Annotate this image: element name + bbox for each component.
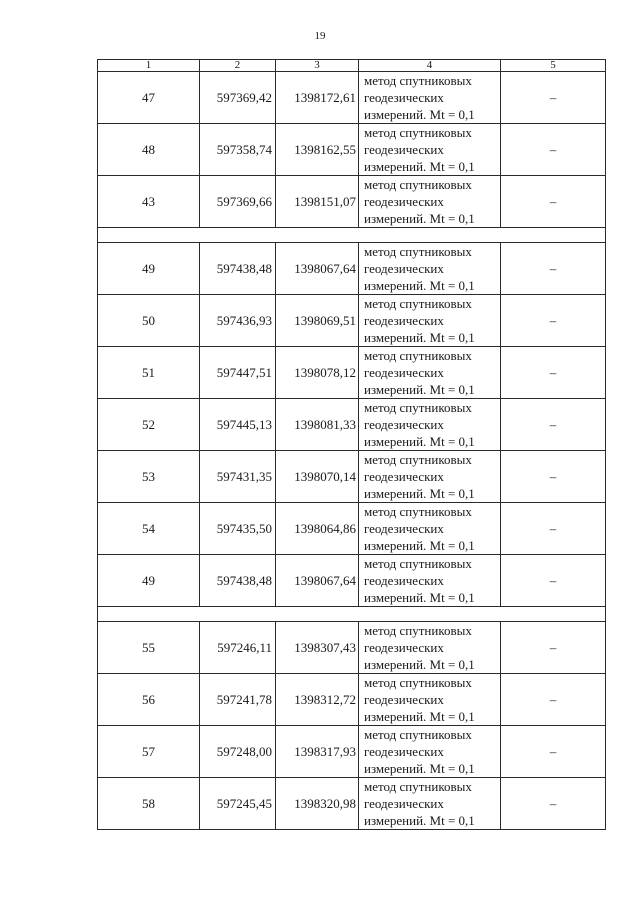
method-text-line: измерений. Mt = 0,1: [364, 330, 475, 345]
header-cell-4: 4: [359, 60, 501, 72]
y-coordinate-cell: 1398081,33: [276, 399, 359, 451]
point-number-cell: 49: [98, 243, 200, 295]
method-text-line: измерений. Mt = 0,1: [364, 590, 475, 605]
table-row: [98, 451, 606, 503]
table-row: [98, 295, 606, 347]
description-cell: –: [501, 176, 606, 228]
table-row: [98, 555, 606, 607]
description-cell: –: [501, 124, 606, 176]
x-coordinate-cell: 597431,35: [200, 451, 276, 503]
point-number-cell: 53: [98, 451, 200, 503]
method-cell: [359, 778, 501, 830]
description-cell: –: [501, 72, 606, 124]
method-text-line: метод спутниковых: [364, 779, 472, 794]
table-row: [98, 778, 606, 830]
method-text-line: геодезических: [364, 521, 444, 536]
method-cell: [359, 451, 501, 503]
table-row: [98, 726, 606, 778]
method-text-line: измерений. Mt = 0,1: [364, 107, 475, 122]
table-row: [98, 124, 606, 176]
y-coordinate-cell: 1398312,72: [276, 674, 359, 726]
method-text-line: геодезических: [364, 194, 444, 209]
y-coordinate-cell: 1398067,64: [276, 243, 359, 295]
method-text-line: метод спутниковых: [364, 125, 472, 140]
group-separator-cell: [98, 607, 606, 622]
method-text-line: метод спутниковых: [364, 244, 472, 259]
table-row: [98, 622, 606, 674]
description-cell: –: [501, 243, 606, 295]
point-number-cell: 47: [98, 72, 200, 124]
x-coordinate-cell: 597245,45: [200, 778, 276, 830]
table-row: [98, 674, 606, 726]
point-number-cell: 50: [98, 295, 200, 347]
method-text-line: метод спутниковых: [364, 504, 472, 519]
group-separator-row: [98, 228, 606, 243]
point-number-cell: 51: [98, 347, 200, 399]
description-cell: –: [501, 295, 606, 347]
description-cell: –: [501, 555, 606, 607]
method-text-line: геодезических: [364, 417, 444, 432]
group-separator-row: [98, 607, 606, 622]
method-text-line: геодезических: [364, 692, 444, 707]
description-cell: –: [501, 622, 606, 674]
method-text-line: измерений. Mt = 0,1: [364, 761, 475, 776]
description-cell: –: [501, 503, 606, 555]
point-number-cell: 49: [98, 555, 200, 607]
header-cell-2: 2: [200, 60, 276, 72]
y-coordinate-cell: 1398317,93: [276, 726, 359, 778]
method-cell: [359, 726, 501, 778]
y-coordinate-cell: 1398320,98: [276, 778, 359, 830]
x-coordinate-cell: 597438,48: [200, 555, 276, 607]
description-cell: –: [501, 347, 606, 399]
point-number-cell: 43: [98, 176, 200, 228]
method-text-line: геодезических: [364, 640, 444, 655]
method-text-line: измерений. Mt = 0,1: [364, 813, 475, 828]
x-coordinate-cell: 597241,78: [200, 674, 276, 726]
y-coordinate-cell: 1398067,64: [276, 555, 359, 607]
description-cell: –: [501, 726, 606, 778]
table-row: [98, 399, 606, 451]
y-coordinate-cell: 1398162,55: [276, 124, 359, 176]
method-cell: [359, 399, 501, 451]
table-body: [98, 60, 606, 830]
page-number: 19: [314, 30, 326, 42]
description-cell: –: [501, 451, 606, 503]
y-coordinate-cell: 1398151,07: [276, 176, 359, 228]
x-coordinate-cell: 597248,00: [200, 726, 276, 778]
method-cell: [359, 622, 501, 674]
y-coordinate-cell: 1398064,86: [276, 503, 359, 555]
x-coordinate-cell: 597358,74: [200, 124, 276, 176]
method-text-line: измерений. Mt = 0,1: [364, 657, 475, 672]
method-text-line: метод спутниковых: [364, 623, 472, 638]
method-text-line: измерений. Mt = 0,1: [364, 434, 475, 449]
table-row: [98, 503, 606, 555]
x-coordinate-cell: 597435,50: [200, 503, 276, 555]
method-cell: [359, 347, 501, 399]
x-coordinate-cell: 597246,11: [200, 622, 276, 674]
point-number-cell: 52: [98, 399, 200, 451]
method-text-line: геодезических: [364, 573, 444, 588]
point-number-cell: 56: [98, 674, 200, 726]
x-coordinate-cell: 597436,93: [200, 295, 276, 347]
method-text-line: метод спутниковых: [364, 296, 472, 311]
method-cell: [359, 243, 501, 295]
header-cell-5: 5: [501, 60, 606, 72]
method-text-line: измерений. Mt = 0,1: [364, 159, 475, 174]
method-cell: [359, 72, 501, 124]
method-text-line: измерений. Mt = 0,1: [364, 486, 475, 501]
method-text-line: измерений. Mt = 0,1: [364, 278, 475, 293]
x-coordinate-cell: 597369,66: [200, 176, 276, 228]
method-text-line: метод спутниковых: [364, 177, 472, 192]
x-coordinate-cell: 597438,48: [200, 243, 276, 295]
method-cell: [359, 176, 501, 228]
method-text-line: измерений. Mt = 0,1: [364, 382, 475, 397]
x-coordinate-cell: 597447,51: [200, 347, 276, 399]
x-coordinate-cell: 597369,42: [200, 72, 276, 124]
method-text-line: метод спутниковых: [364, 556, 472, 571]
group-separator-cell: [98, 228, 606, 243]
description-cell: –: [501, 674, 606, 726]
method-text-line: метод спутниковых: [364, 400, 472, 415]
method-text-line: геодезических: [364, 744, 444, 759]
point-number-cell: 57: [98, 726, 200, 778]
method-text-line: метод спутниковых: [364, 452, 472, 467]
header-cell-3: 3: [276, 60, 359, 72]
method-text-line: метод спутниковых: [364, 348, 472, 363]
header-row: [98, 60, 606, 72]
table-row: [98, 72, 606, 124]
method-text-line: измерений. Mt = 0,1: [364, 211, 475, 226]
point-number-cell: 54: [98, 503, 200, 555]
method-text-line: метод спутниковых: [364, 675, 472, 690]
method-text-line: геодезических: [364, 365, 444, 380]
point-number-cell: 48: [98, 124, 200, 176]
table-row: [98, 347, 606, 399]
method-text-line: метод спутниковых: [364, 73, 472, 88]
method-text-line: геодезических: [364, 469, 444, 484]
method-cell: [359, 674, 501, 726]
y-coordinate-cell: 1398172,61: [276, 72, 359, 124]
coordinates-table: [97, 59, 606, 830]
y-coordinate-cell: 1398078,12: [276, 347, 359, 399]
table-row: [98, 176, 606, 228]
method-cell: [359, 295, 501, 347]
y-coordinate-cell: 1398307,43: [276, 622, 359, 674]
method-text-line: измерений. Mt = 0,1: [364, 538, 475, 553]
method-text-line: геодезических: [364, 90, 444, 105]
method-cell: [359, 124, 501, 176]
table-row: [98, 243, 606, 295]
point-number-cell: 58: [98, 778, 200, 830]
method-text-line: метод спутниковых: [364, 727, 472, 742]
method-text-line: геодезических: [364, 142, 444, 157]
method-cell: [359, 555, 501, 607]
header-cell-1: 1: [98, 60, 200, 72]
y-coordinate-cell: 1398069,51: [276, 295, 359, 347]
point-number-cell: 55: [98, 622, 200, 674]
method-cell: [359, 503, 501, 555]
method-text-line: геодезических: [364, 313, 444, 328]
description-cell: –: [501, 399, 606, 451]
method-text-line: геодезических: [364, 261, 444, 276]
x-coordinate-cell: 597445,13: [200, 399, 276, 451]
description-cell: –: [501, 778, 606, 830]
method-text-line: геодезических: [364, 796, 444, 811]
y-coordinate-cell: 1398070,14: [276, 451, 359, 503]
method-text-line: измерений. Mt = 0,1: [364, 709, 475, 724]
